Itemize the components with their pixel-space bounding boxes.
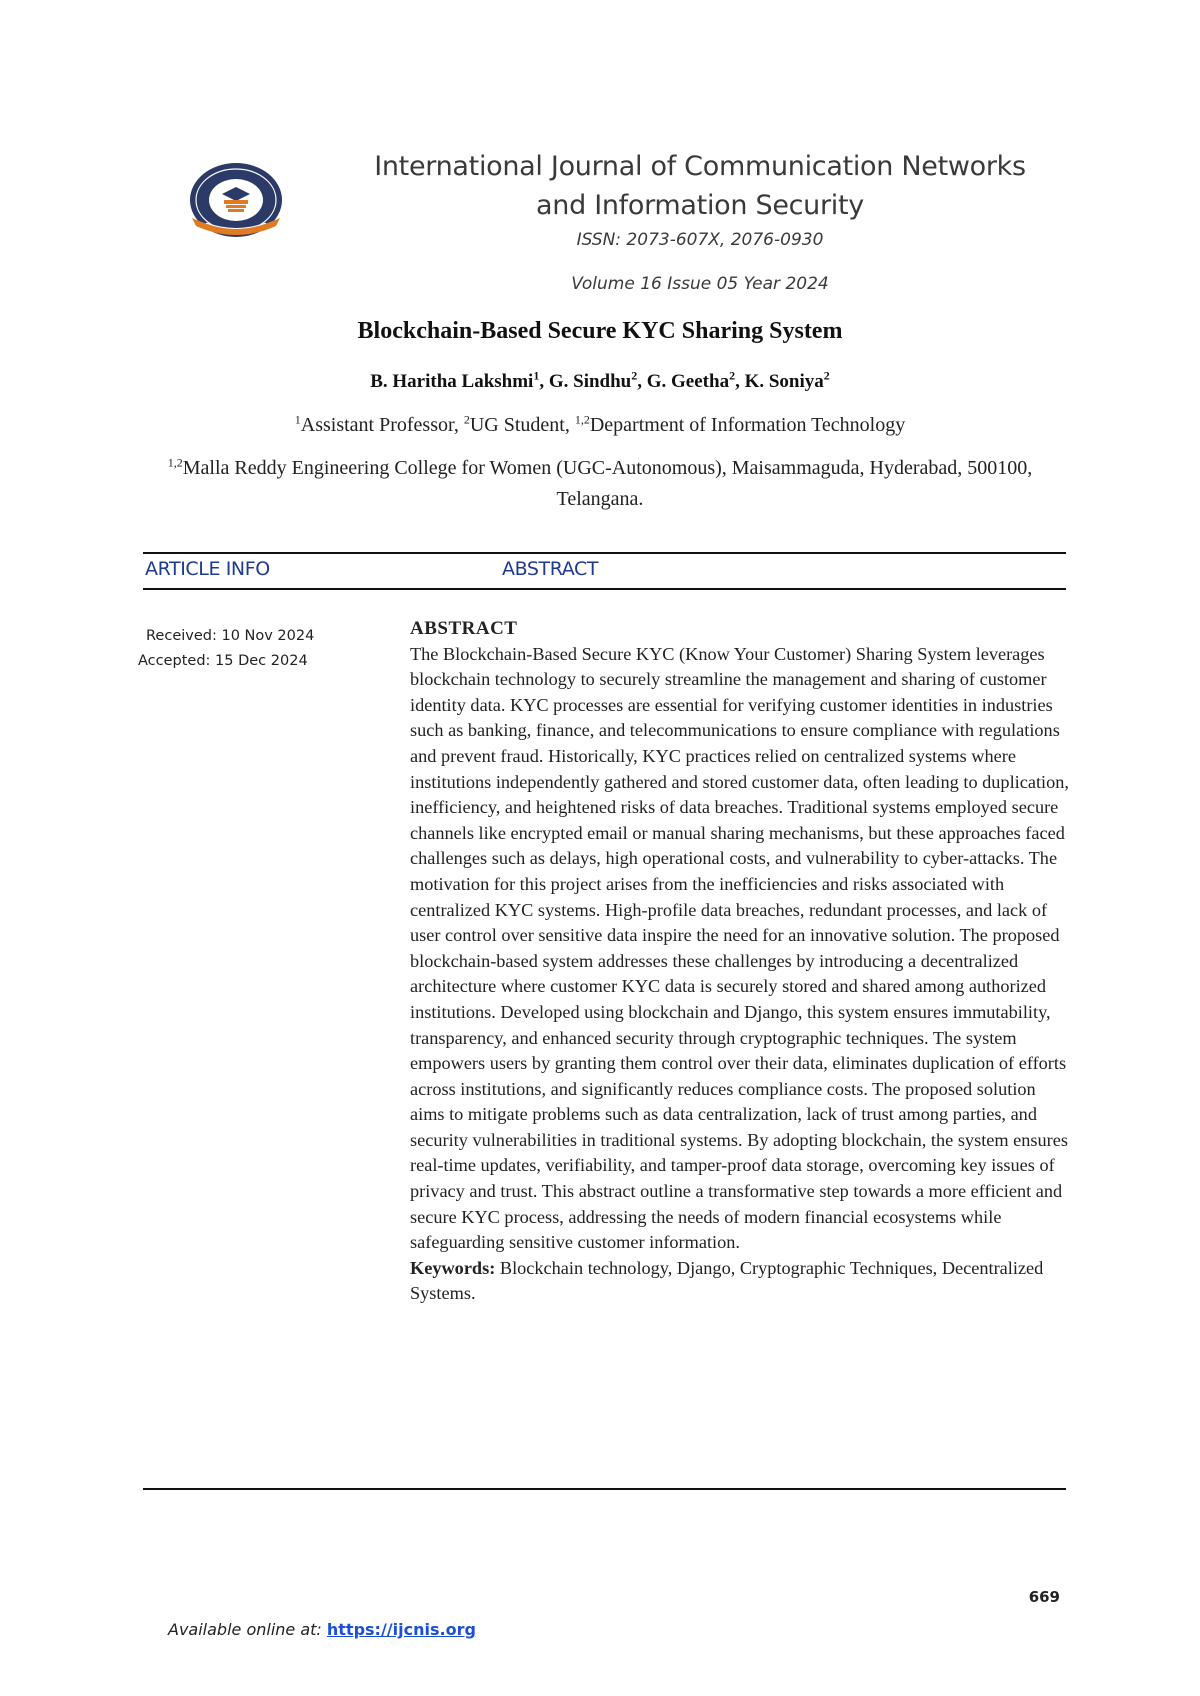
- divider-bottom: [143, 1488, 1066, 1490]
- available-label: Available online at:: [168, 1620, 327, 1639]
- author-name: G. Sindhu: [548, 371, 632, 392]
- divider-under-header: [143, 588, 1066, 590]
- journal-link[interactable]: https://ijcnis.org: [326, 1620, 476, 1639]
- author-separator: ,: [735, 371, 745, 392]
- author-affil-mark: 2: [823, 368, 830, 383]
- received-date: Received: 10 Nov 2024: [146, 628, 315, 644]
- paper-title: Blockchain-Based Secure KYC Sharing System: [357, 318, 843, 344]
- affil-text: Malla Reddy Engineering College for Women (UGC-Autonomous), Maisammaguda, Hyderabad, 500100, Telangana.: [182, 457, 1033, 510]
- abstract-body: The Blockchain-Based Secure KYC (Know Your Customer) Sharing System leverages blockchain technology to securely streamline the management and sharing of customer identity data. KYC processes are essential for verifying customer identities in industries such as banking, finance, and telecommunications to ensure compliance with regulations and prevent fraud. Historically, KYC practices relied on centralized systems where institutions independently gathered and stored customer data, often leading to duplication, inefficiency, and heightened risks of data breaches. Traditional systems employed secure channels like encrypted email or manual sharing mechanisms, but these approaches faced challenges such as delays, high operational costs, and vulnerability to cyber-attacks. The motivation for this project arises from the inefficiencies and risks associated with centralized KYC systems. High-profile data breaches, redundant processes, and lack of user control over sensitive data inspire the need for an innovative solution. The proposed blockchain-based system addresses these challenges by introducing a decentralized architecture where customer KYC data is securely stored and shared among authorized institutions. Developed using blockchain and Django, this system ensures immutability, transparency, and enhanced security through cryptographic techniques. The system empowers users by granting them control over their data, eliminates duplication of efforts across institutions, and significantly reduces compliance costs. The proposed solution aims to mitigate problems such as data centralization, lack of trust among parties, and security vulnerabilities in traditional systems. By adopting blockchain, the system ensures real-time updates, verifiability, and tamper-proof data storage, overcoming key issues of privacy and trust. This abstract outline a transformative step towards a more efficient and secure KYC process, addressing the needs of modern financial ecosystems while safeguarding sensitive customer information.: [410, 643, 1069, 1253]
- affil-mark: 1,2: [574, 412, 590, 427]
- journal-title-line1: International Journal of Communication Networks: [374, 151, 1026, 182]
- affil-mark: 1: [294, 412, 301, 427]
- journal-title-line2: and Information Security: [536, 190, 864, 221]
- issn: ISSN: 2073-607X, 2076-0930: [576, 230, 824, 250]
- abstract-block: [410, 616, 1070, 1307]
- author-name: K. Soniya: [744, 371, 824, 392]
- accepted-date: Accepted: 15 Dec 2024: [138, 653, 308, 669]
- author-affil-mark: 1: [533, 368, 540, 383]
- abstract-section-header: ABSTRACT: [502, 558, 599, 580]
- footer-availability: [168, 1620, 476, 1639]
- article-dates: [138, 624, 338, 674]
- page-number: 669: [1028, 1588, 1060, 1606]
- author-affil-mark: 2: [729, 368, 736, 383]
- affiliation-institution: [140, 453, 1060, 515]
- keywords: [410, 1256, 1070, 1307]
- author-separator: ,: [539, 371, 549, 392]
- keywords-label: Keywords:: [410, 1257, 496, 1278]
- keywords-text: Blockchain technology, Django, Cryptographic Techniques, Decentralized Systems.: [410, 1257, 1044, 1304]
- author-name: G. Geetha: [646, 371, 730, 392]
- volume-issue: Volume 16 Issue 05 Year 2024: [571, 274, 829, 294]
- affil-text: UG Student,: [469, 414, 575, 436]
- divider-top: [143, 552, 1066, 554]
- author-name: B. Haritha Lakshmi: [370, 371, 534, 392]
- author-affil-mark: 2: [631, 368, 638, 383]
- abstract-heading: ABSTRACT: [410, 618, 518, 639]
- author-list: [0, 368, 1200, 393]
- affil-text: Department of Information Technology: [589, 414, 906, 436]
- affiliation-roles: [140, 410, 1060, 441]
- affil-mark: 1,2: [167, 455, 183, 470]
- affil-text: Assistant Professor,: [300, 414, 464, 436]
- author-separator: ,: [637, 371, 647, 392]
- article-info-header: ARTICLE INFO: [145, 558, 270, 580]
- publisher-seal-icon: [186, 160, 286, 244]
- affil-mark: 2: [463, 412, 470, 427]
- journal-logo: [186, 160, 286, 244]
